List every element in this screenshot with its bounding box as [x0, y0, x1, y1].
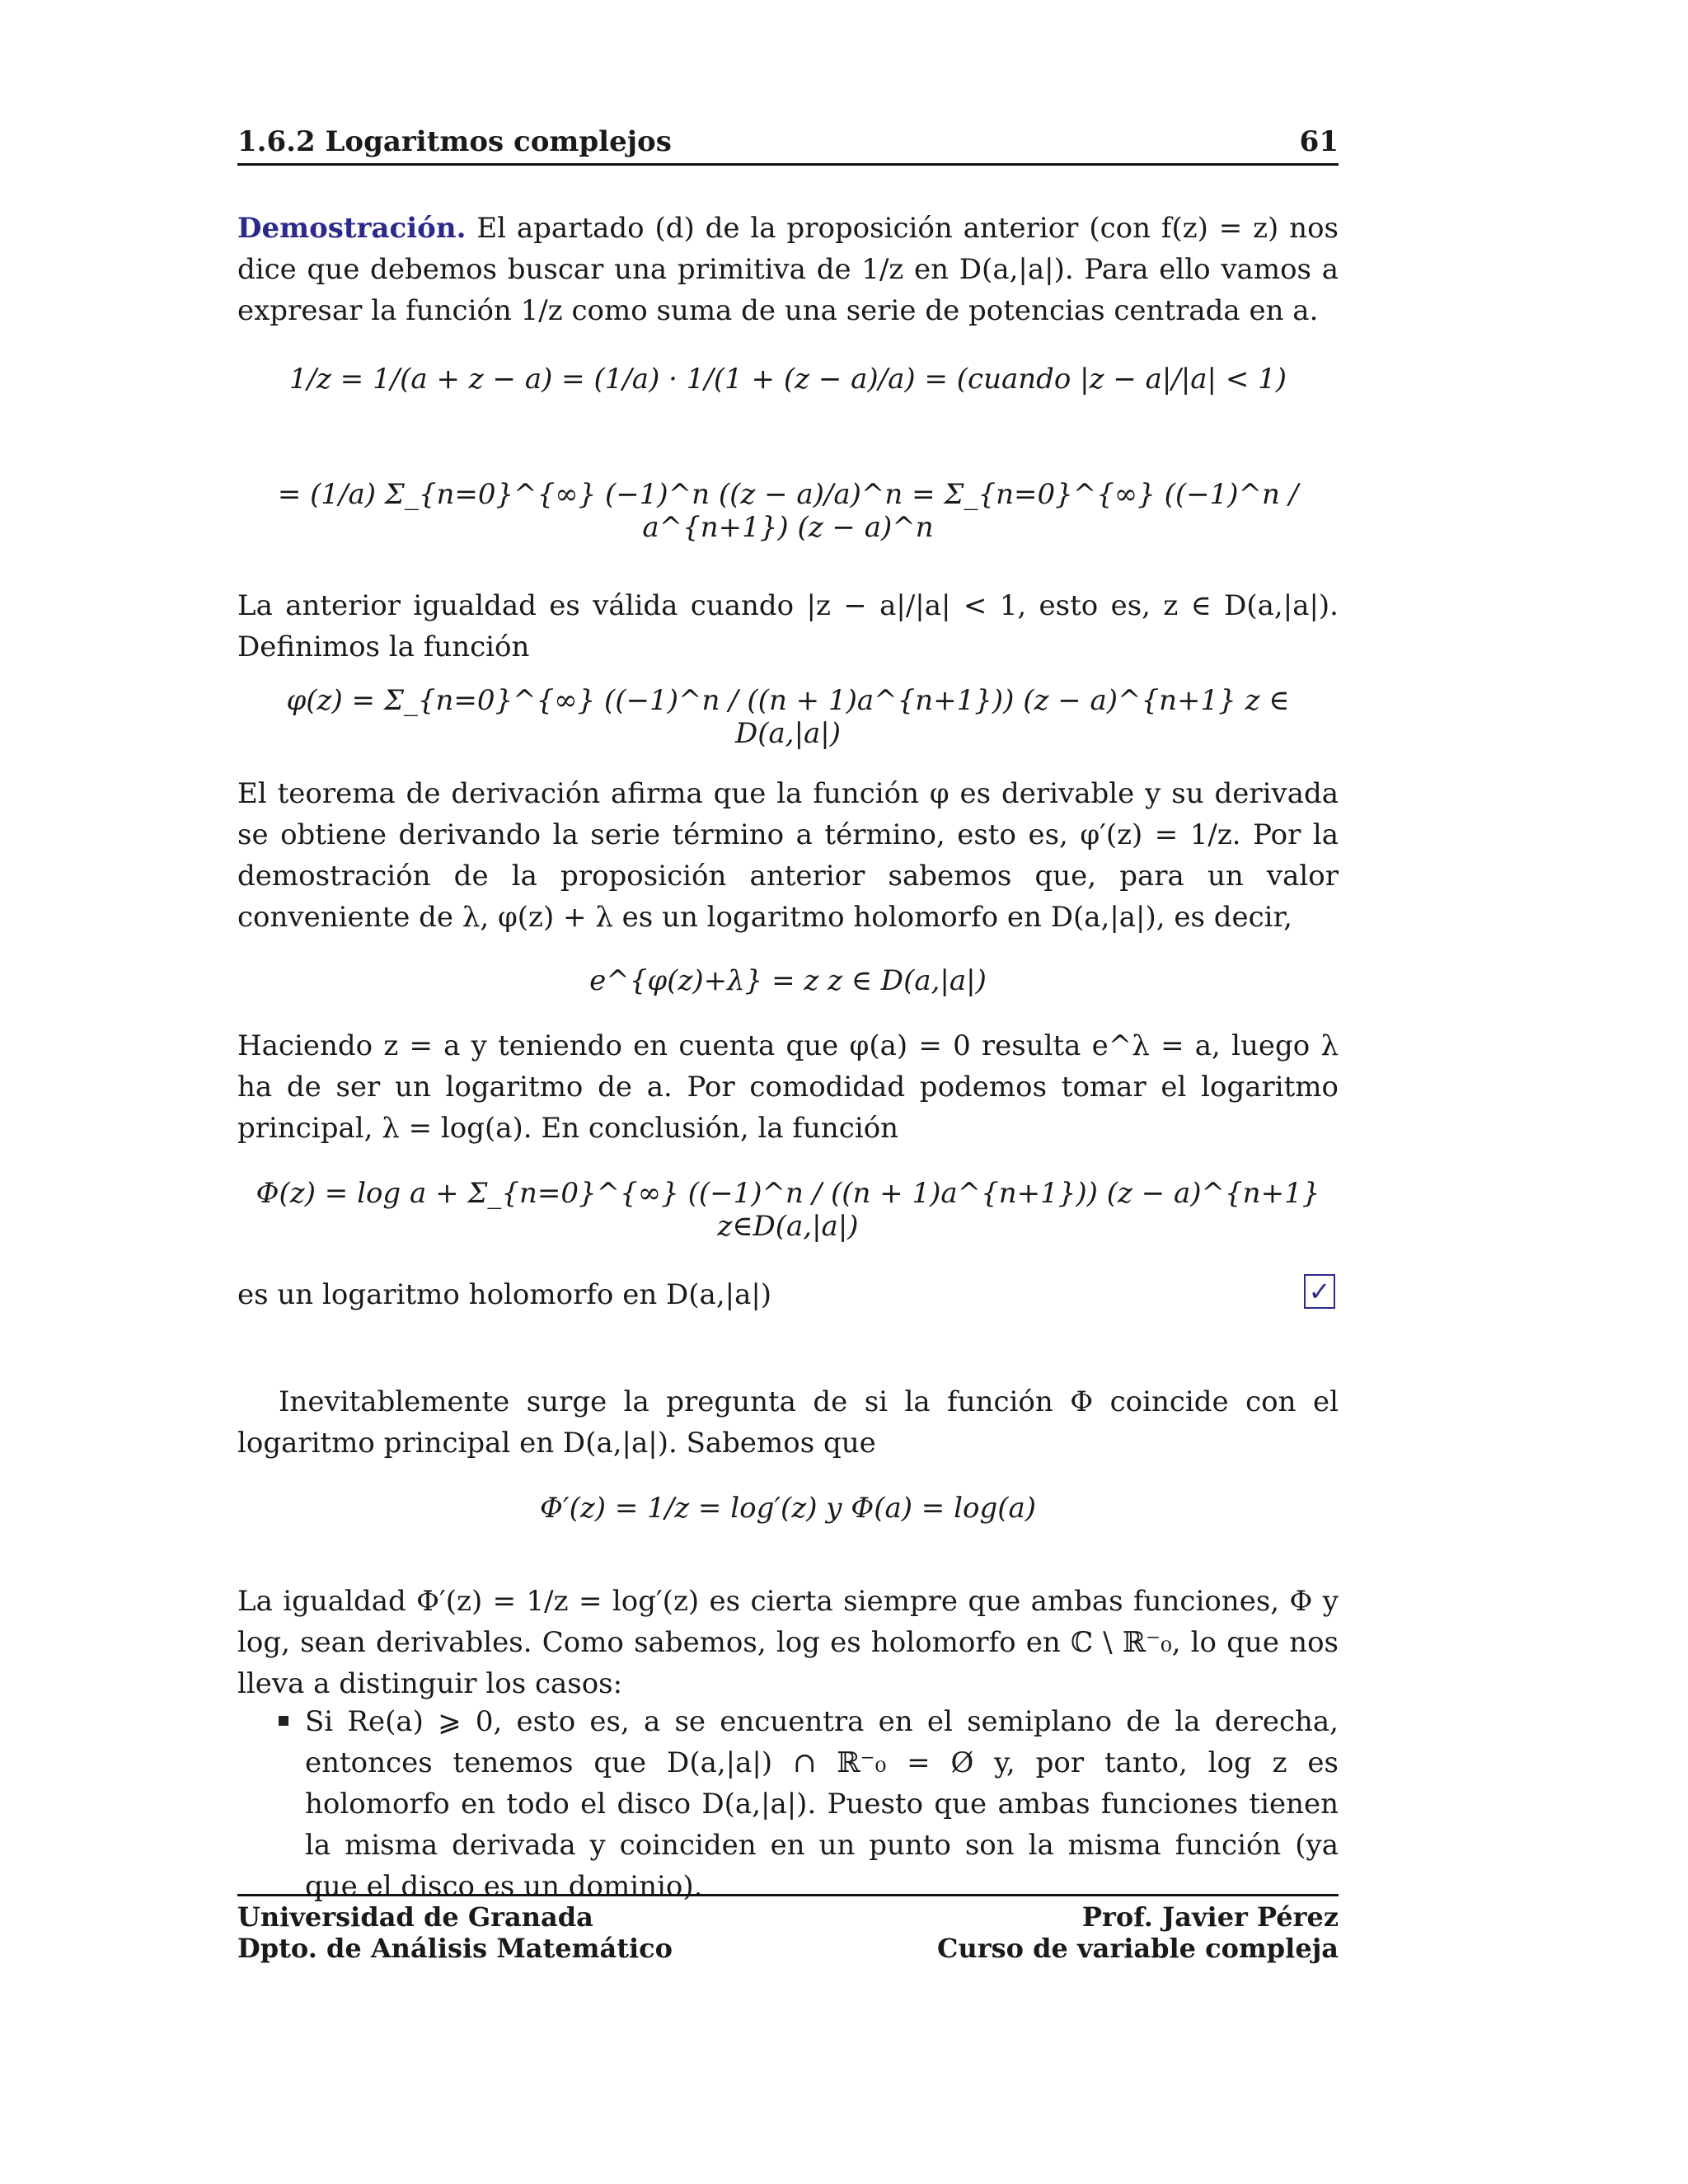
footer-university: Universidad de Granada: [237, 1901, 593, 1933]
case-list: [237, 1701, 1339, 1907]
footer-author: Prof. Javier Pérez: [1081, 1901, 1339, 1933]
section-title: 1.6.2 Logaritmos complejos: [237, 125, 672, 158]
list-item: [237, 1701, 1339, 1907]
footer-right: [937, 1901, 1339, 1964]
running-footer: [237, 1894, 1339, 1964]
proof-text-1: El apartado (d) de la proposición anterior (con f(z) = z) nos dice que debemos buscar una primitiva de 1/z en D(a,|a|). Para ello vamos a expresar la función 1/z como suma de una serie de potencias centrada en a.: [237, 212, 1339, 327]
body-paragraph-7: La igualdad Φ′(z) = 1/z = log′(z) es cierta siempre que ambas funciones, Φ y log, sean derivables. Como sabemos, log es holomorfo en ℂ \ ℝ⁻₀, lo que nos lleva a distinguir los casos:: [237, 1585, 1339, 1700]
proof-text-5: es un logaritmo holomorfo en D(a,|a|): [237, 1278, 772, 1311]
page-number: 61: [1299, 125, 1339, 158]
equation-exponential: e^{φ(z)+λ} = z z ∈ D(a,|a|): [589, 964, 987, 997]
proof-paragraph-4: Haciendo z = a y teniendo en cuenta que φ(a) = 0 resulta e^λ = a, luego λ ha de ser un logaritmo de a. Por comodidad podemos tomar el logaritmo principal, λ = log(a). En conclusión, la función: [237, 1029, 1339, 1145]
proof-paragraph-5: [237, 1274, 1339, 1315]
footer-course: Curso de variable compleja: [937, 1933, 1339, 1964]
proof-label: Demostración.: [237, 212, 467, 245]
equation-series-expansion-line-2: = (1/a) Σ_{n=0}^{∞} (−1)^n ((z − a)/a)^n = Σ_{n=0}^{∞} ((−1)^n / a^{n+1}) (z − a)^n: [277, 478, 1299, 544]
equation-derivative-equality: Φ′(z) = 1/z = log′(z) y Φ(a) = log(a): [539, 1492, 1037, 1525]
equation-Phi-definition: Φ(z) = log a + Σ_{n=0}^{∞} ((−1)^n / ((n + 1)a^{n+1})) (z − a)^{n+1} z∈D(a,|a|): [256, 1177, 1320, 1243]
proof-paragraph-2: La anterior igualdad es válida cuando |z − a|/|a| < 1, esto es, z ∈ D(a,|a|). Definimos la función: [237, 589, 1339, 663]
footer-left: [237, 1901, 673, 1964]
running-header: [237, 125, 1339, 166]
proof-paragraph-1: [237, 208, 1339, 331]
bullet-text-1: Si Re(a) ⩾ 0, esto es, a se encuentra en el semiplano de la derecha, entonces tenemos que D(a,|a|) ∩ ℝ⁻₀ = Ø y, por tanto, log z es holomorfo en todo el disco D(a,|a|). Puesto que ambas funciones tienen la misma derivada y coinciden en un punto son la misma función (ya que el disco es un dominio).: [305, 1705, 1339, 1903]
body-paragraph-6: Inevitablemente surge la pregunta de si la función Φ coincide con el logaritmo principal en D(a,|a|). Sabemos que: [237, 1385, 1339, 1460]
footer-department: Dpto. de Análisis Matemático: [237, 1933, 673, 1964]
equation-phi-definition: φ(z) = Σ_{n=0}^{∞} ((−1)^n / ((n + 1)a^{n+1})) (z − a)^{n+1} z ∈ D(a,|a|): [286, 684, 1290, 750]
qed-checkmark-icon: ✓: [1304, 1274, 1335, 1309]
equation-series-expansion-line-1: 1/z = 1/(a + z − a) = (1/a) · 1/(1 + (z − a)/a) = (cuando |z − a|/|a| < 1): [288, 363, 1287, 396]
proof-paragraph-3: El teorema de derivación afirma que la función φ es derivable y su derivada se obtiene derivando la serie término a término, esto es, φ′(z) = 1/z. Por la demostración de la proposición anterior sabemos que, para un valor conveniente de λ, φ(z) + λ es un logaritmo holomorfo en D(a,|a|), es decir,: [237, 777, 1339, 934]
bullet-square-icon: [279, 1716, 288, 1726]
